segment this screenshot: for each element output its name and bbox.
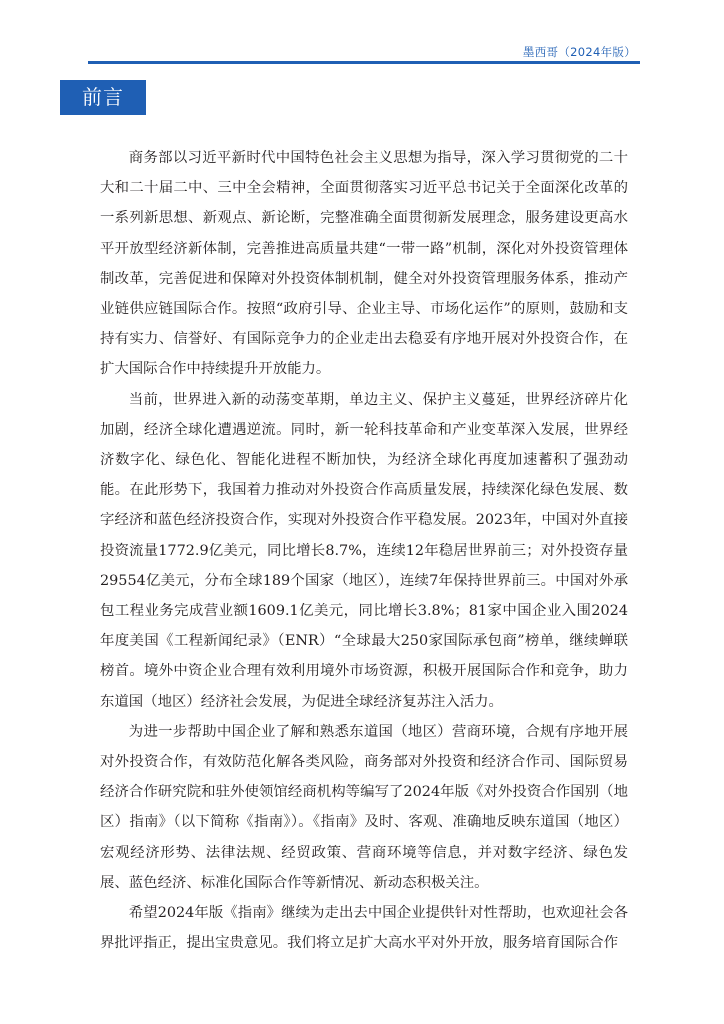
running-header-title: 墨西哥（2024年版） <box>522 45 636 59</box>
paragraph-1: 商务部以习近平新时代中国特色社会主义思想为指导，深入学习贯彻党的二十大和二十届二中、三中全会精神，全面贯彻落实习近平总书记关于全面深化改革的一系列新思想、新观点、新论断，完整准确全面贯彻新发展理念，服务建设更高水平开放型经济新体制，完善推进高质量共建“一带一路”机制，深化对外投资管理体制改革，完善促进和保障对外投资体制机制，健全对外投资管理服务体系，推动产业链供应链国际合作。按照“政府引导、企业主导、市场化运作”的原则，鼓励和支持有实力、信誉好、有国际竞争力的企业走出去稳妥有序地开展对外投资合作，在扩大国际合作中持续提升开放能力。 <box>100 150 628 378</box>
paragraph-3: 为进一步帮助中国企业了解和熟悉东道国（地区）营商环境，合规有序地开展对外投资合作，有效防范化解各类风险，商务部对外投资和经济合作司、国际贸易经济合作研究院和驻外使领馆经商机构等编写了2024年版《对外投资合作国别（地区）指南》（以下简称《指南》）。《指南》及时、客观、准确地反映东道国（地区）宏观经济形势、法律法规、经贸政策、营商环境等信息，并对数字经济、绿色发展、蓝色经济、标准化国际合作等新情况、新动态积极关注。 <box>100 723 628 891</box>
paragraph-4: 希望2024年版《指南》继续为走出去中国企业提供针对性帮助，也欢迎社会各界批评指正，提出宝贵意见。我们将立足扩大高水平对外开放，服务培育国际合作 <box>100 905 628 952</box>
header-divider <box>88 61 640 64</box>
body-text <box>100 143 628 958</box>
section-title: 前言 <box>60 80 146 115</box>
paragraph-2: 当前，世界进入新的动荡变革期，单边主义、保护主义蔓延，世界经济碎片化加剧，经济全球化遭遇逆流。同时，新一轮科技革命和产业变革深入发展，世界经济数字化、绿色化、智能化进程不断加快，为经济全球化再度加速蓄积了强劲动能。在此形势下，我国着力推动对外投资合作高质量发展，持续深化绿色发展、数字经济和蓝色经济投资合作，实现对外投资合作平稳发展。2023年，中国对外直接投资流量1772.9亿美元，同比增长8.7%，连续12年稳居世界前三；对外投资存量29554亿美元，分布全球189个国家（地区），连续7年保持世界前三。中国对外承包工程业务完成营业额1609.1亿美元，同比增长3.8%；81家中国企业入围2024年度美国《工程新闻纪录》（ENR）“全球最大250家国际承包商”榜单，继续蝉联榜首。境外中资企业合理有效利用境外市场资源，积极开展国际合作和竞争，助力东道国（地区）经济社会发展，为促进全球经济复苏注入活力。 <box>100 391 628 710</box>
